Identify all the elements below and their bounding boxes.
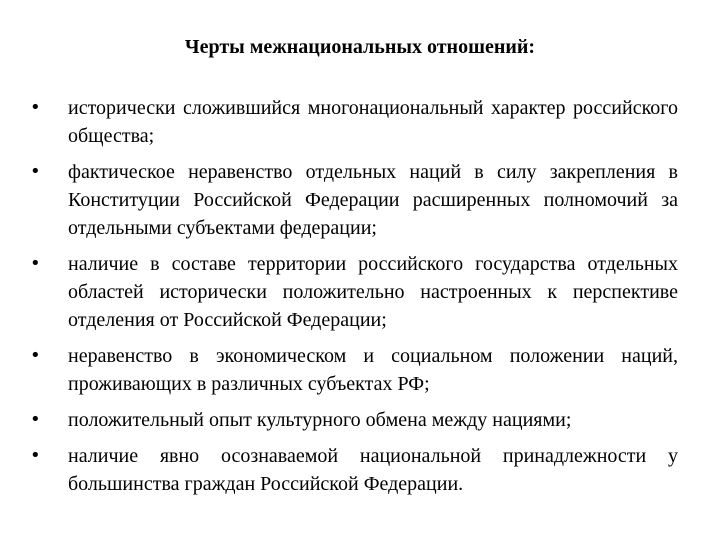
bullet-text: наличие в составе территории российского государства отдельных областей исторически положительно настроенных к перспективе отделения от Российской Федерации;	[68, 253, 678, 331]
bullet-item	[30, 94, 678, 150]
bullet-item	[30, 342, 678, 398]
bullet-text: исторически сложившийся многонациональный характер российского общества;	[68, 97, 678, 147]
bullet-text: наличие явно осознаваемой национальной принадлежности у большинства граждан Российской Федерации.	[68, 445, 678, 495]
bullet-text: неравенство в экономическом и социальном положении наций, проживающих в различных субъектах РФ;	[68, 345, 678, 395]
bullet-icon: •	[30, 253, 41, 274]
slide-title: Черты межнациональных отношений:	[184, 36, 536, 58]
bullet-icon: •	[30, 345, 41, 366]
bullet-text: фактическое неравенство отдельных наций в силу закрепления в Конституции Российской Федерации расширенных полномочий за отдельными субъектами федерации;	[68, 161, 678, 239]
bullet-item	[30, 250, 678, 334]
bullet-icon: •	[30, 409, 41, 430]
bullet-item	[30, 442, 678, 498]
bullet-item	[30, 406, 678, 434]
bullet-icon: •	[30, 161, 41, 182]
bullet-icon: •	[30, 97, 41, 118]
bullet-text: положительный опыт культурного обмена между нациями;	[68, 409, 572, 431]
bullet-list	[30, 94, 678, 506]
bullet-item	[30, 158, 678, 242]
bullet-icon: •	[30, 445, 41, 466]
